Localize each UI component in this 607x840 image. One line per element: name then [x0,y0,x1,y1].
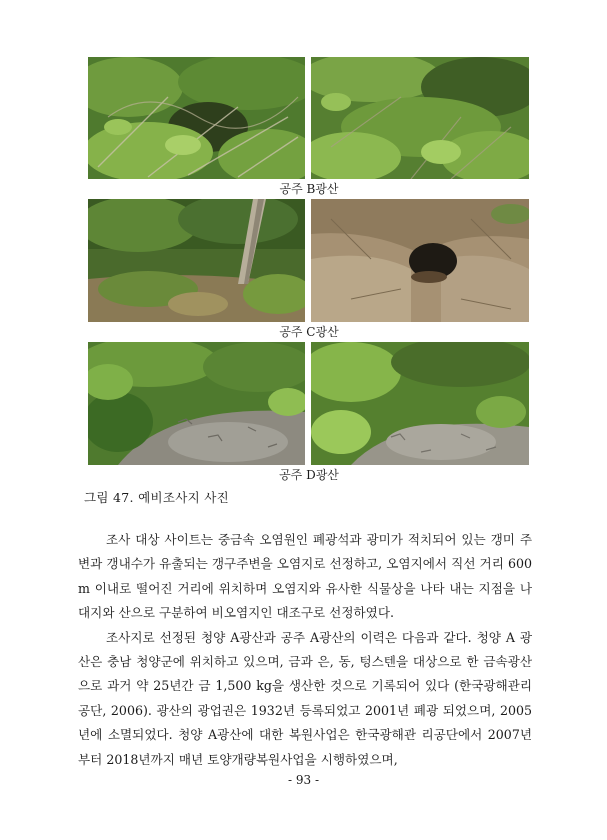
photo-b-mine-right [311,57,529,179]
photo-d-mine-right [311,342,529,465]
photo-d-mine-left [88,342,305,465]
photo-caption-c-mine: 공주 C광산 [279,325,339,339]
photo-c-mine-left [88,199,305,322]
figure-title: 그림 47. 예비조사지 사진 [84,490,229,505]
photo-caption-b-mine: 공주 B광산 [279,182,339,196]
photo-b-mine-left [88,57,305,179]
body-text [78,528,532,772]
photo-c-mine-right [311,199,529,322]
photo-caption-d-mine: 공주 D광산 [279,468,339,482]
paragraph: 조사지로 선정된 청양 A광산과 공주 A광산의 이력은 다음과 같다. 청양 A 광산은 충남 청양군에 위치하고 있으며, 금과 은, 동, 텅스텐을 대상으로 한 금속광산으로 과거 약 25년간 금 1,500 kg을 생산한 것으로 기록되어 있다 (한국광해관리공단, 2006). 광산의 광업권은 1932년 등록되었고 2001년 폐광 되었으며, 2005년에 소멸되었다. 청양 A광산에 대한 복원사업은 한국광해관 리공단에서 2007년부터 2018년까지 매년 토양개량복원사업을 시행하였으며, [78,629,532,767]
page-number: - 93 - [287,773,319,787]
paragraph: 조사 대상 사이트는 중금속 오염원인 폐광석과 광미가 적치되어 있는 갱미 주변과 갱내수가 유출되는 갱구주변을 오염지로 선정하고, 오염지에서 직선 거리 600 m 이내로 떨어진 거리에 위치하며 오염지와 유사한 식물상을 나타 내는 지점을 나대지와 산으로 구분하여 비오염지인 대조구로 선정하였다. [78,532,532,621]
